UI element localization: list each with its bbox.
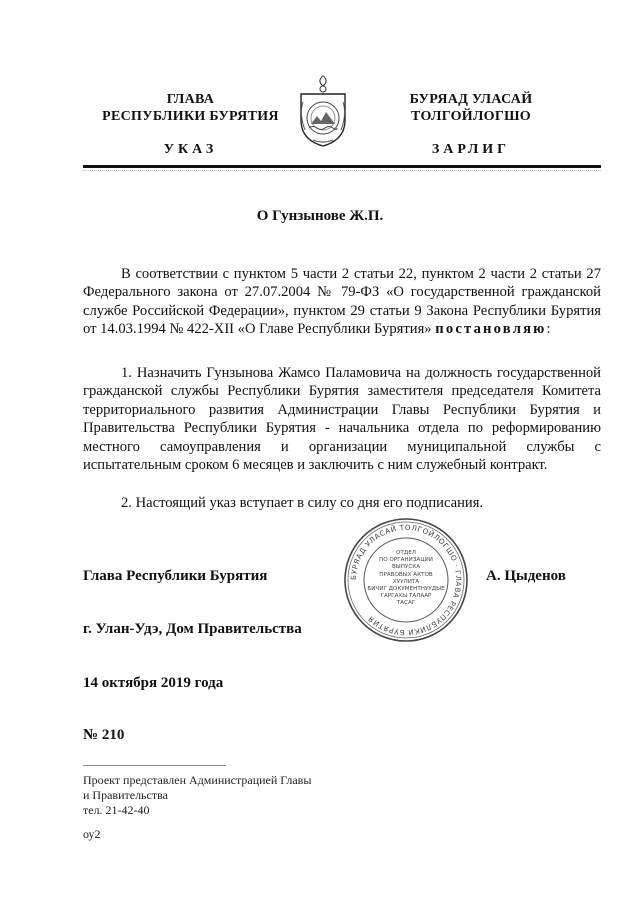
footer-line2: и Правительства	[83, 788, 168, 802]
document-title: О Гунзынове Ж.П.	[256, 208, 384, 224]
coat-of-arms-emblem	[295, 74, 351, 150]
header-right-line2: ТОЛГОЙЛОГШО	[411, 109, 531, 124]
preamble-end: :	[546, 321, 551, 338]
header-right-line1: БУРЯАД УЛАСАЙ	[409, 92, 533, 107]
header-left-doc-type: УКАЗ	[163, 142, 218, 157]
preamble-text: В соответствии с пунктом 5 части 2 статьи 22, пунктом 2 части 2 статьи 27 Федерального закона от 27.07.2004 № 79-ФЗ «О государственной гражданской службе Российской Федерации», пунктом 29 статьи 9 Закона Республики Бурятия от 14.03.1994 № 422-XII «О Главе Республики Бурятия»	[83, 266, 601, 338]
preamble-paragraph	[83, 265, 601, 339]
header-left-line1: ГЛАВА	[166, 92, 215, 107]
official-stamp	[343, 517, 469, 643]
header-right-doc-type: ЗАРЛИГ	[431, 142, 511, 157]
signature-name: А. Цыденов	[486, 568, 566, 584]
issue-date: 14 октября 2019 года	[83, 675, 224, 691]
decree-item-1-text: 1. Назначить Гунзынова Жамсо Паламовича на должность государственной гражданской службы Республики Бурятия заместителя председателя Комитета территориального развития Администрации Главы Республики Бурятия и Правительства Республики Бурятия - начальника отдела по реформированию местного самоуправления и организации муниципальной службы с испытательным сроком 6 месяцев и заключить с ним служебный контракт.	[83, 365, 601, 474]
footer-divider	[83, 765, 226, 766]
header-left-title	[83, 91, 298, 125]
footer-line1: Проект представлен Администрацией Главы	[83, 773, 312, 787]
stamp-center-text: ОТДЕЛ ПО ОРГАНИЗАЦИИ ВЫПУСКА ПРАВОВЫХ АКТОВ ХУУЛИТА БИЧИГ ДОКУМЕНТНУУДЫЕ ГАРГАХЫ ТАЛААР ТАСАГ	[367, 550, 445, 607]
footer-code: оу2	[83, 827, 101, 841]
footer-line3: тел. 21-42-40	[83, 803, 150, 817]
decree-item-2	[83, 494, 601, 512]
decree-word: постановляю	[435, 321, 547, 338]
signature-position: Глава Республики Бурятия	[83, 568, 268, 584]
header-right-title	[366, 91, 576, 125]
stamp-ring-text: БУРЯАД УЛАСАЙ ТОЛГОЙЛОГШО · ГЛАВА РЕСПУБЛИКИ БУРЯТИЯ	[348, 522, 464, 638]
footer-note	[83, 773, 311, 818]
header-left-line2: РЕСПУБЛИКИ БУРЯТИЯ	[102, 109, 279, 124]
decree-item-1	[83, 364, 601, 474]
header-dotted-divider	[83, 170, 601, 171]
decree-number: № 210	[83, 727, 125, 743]
issue-place: г. Улан-Удэ, Дом Правительства	[83, 621, 302, 637]
decree-item-2-text: 2. Настоящий указ вступает в силу со дня его подписания.	[121, 495, 484, 511]
header-divider	[83, 165, 601, 168]
